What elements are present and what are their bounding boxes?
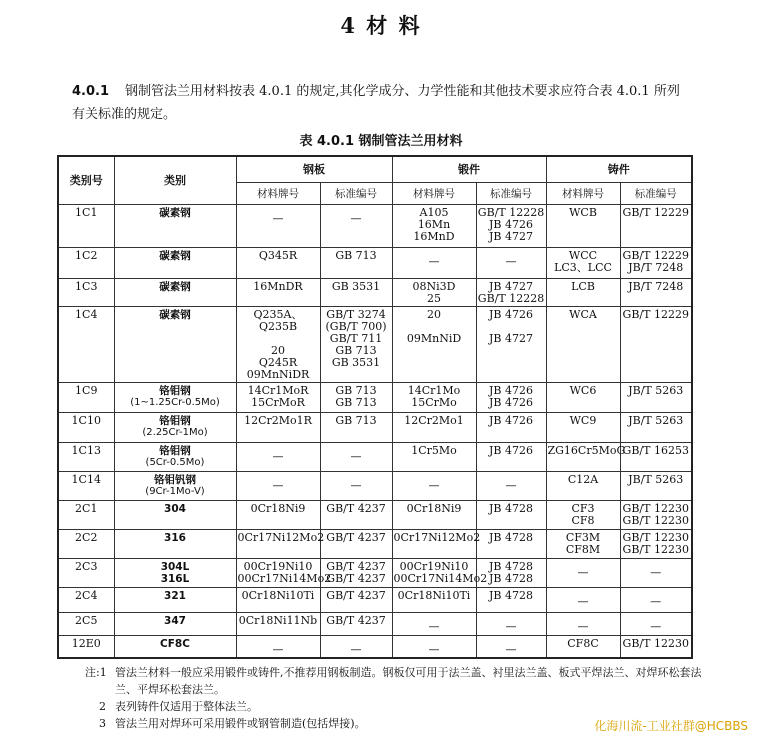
forging-standard-cell	[476, 204, 546, 247]
table-row	[58, 529, 692, 558]
plate-standard-cell	[320, 471, 392, 500]
plate-standard-cell-text: GB/T 4237	[326, 501, 386, 515]
group-no-cell	[58, 529, 114, 558]
casting-grade-cell-text: C12A	[567, 472, 599, 486]
category-subtitle: (9Cr-1Mo-V)	[145, 485, 205, 497]
table-body	[58, 204, 692, 658]
forging-grade-cell-text: 12Cr2Mo1	[404, 413, 464, 427]
plate-standard-cell	[320, 500, 392, 529]
forging-standard-cell	[476, 442, 546, 471]
table-row	[58, 500, 692, 529]
group-no-cell	[58, 612, 114, 635]
plate-grade-cell-text: 0Cr18Ni11Nb	[238, 613, 318, 627]
casting-grade-cell-text: ZG16Cr5MoG	[547, 443, 626, 457]
forging-grade-cell	[392, 382, 476, 412]
category-cell-text: CF8C	[160, 637, 190, 650]
forging-grade-cell-text: 20 09MnNiD	[406, 307, 462, 345]
plate-grade-cell-text: —	[272, 211, 284, 225]
casting-grade-cell	[546, 635, 620, 658]
casting-standard-cell	[620, 612, 692, 635]
group-no-cell	[58, 500, 114, 529]
forging-grade-cell-text: 00Cr19Ni10 00Cr17Ni14Mo2	[393, 559, 488, 585]
plate-grade-cell-text: 0Cr17Ni12Mo2	[237, 530, 325, 544]
casting-standard-cell-text: GB/T 12230 GB/T 12230	[622, 501, 689, 527]
group-no-cell	[58, 587, 114, 612]
category-cell-text: 304L 316L	[160, 560, 190, 585]
table-row	[58, 612, 692, 635]
forging-standard-cell-text: JB 4728	[489, 588, 533, 602]
forging-grade-cell	[392, 442, 476, 471]
forging-grade-cell	[392, 204, 476, 247]
plate-standard-cell	[320, 612, 392, 635]
casting-grade-cell	[546, 278, 620, 306]
category-cell-text: 碳素钢	[159, 249, 191, 262]
casting-standard-cell-text: GB/T 12229	[622, 205, 689, 219]
plate-standard-cell-text: —	[350, 478, 362, 492]
forging-standard-cell-text: JB 4728	[489, 501, 533, 515]
forging-grade-cell	[392, 612, 476, 635]
plate-grade-cell	[236, 635, 320, 658]
casting-grade-cell	[546, 612, 620, 635]
plate-standard-cell	[320, 412, 392, 442]
category-cell-text: 347	[164, 614, 186, 627]
forging-standard-cell-text: JB 4726 JB 4726	[489, 383, 533, 409]
forging-grade-cell-text: —	[428, 642, 440, 656]
casting-standard-cell-text: GB/T 12230 GB/T 12230	[622, 530, 689, 556]
plate-standard-cell	[320, 635, 392, 658]
forging-grade-cell	[392, 500, 476, 529]
forging-standard-cell	[476, 412, 546, 442]
casting-standard-cell	[620, 278, 692, 306]
plate-grade-cell	[236, 612, 320, 635]
casting-standard-cell	[620, 412, 692, 442]
casting-grade-cell	[546, 442, 626, 471]
category-cell	[114, 412, 236, 442]
plate-grade-cell	[236, 442, 320, 471]
forging-grade-cell-text: 14Cr1Mo 15CrMo	[407, 383, 461, 409]
header-group-no: 类别号	[58, 156, 114, 204]
forging-grade-cell-text: 08Ni3D 25	[412, 279, 456, 305]
plate-standard-cell	[320, 306, 392, 382]
plate-standard-cell-text: GB/T 4237	[326, 613, 386, 627]
note-item	[85, 698, 705, 715]
group-no-cell-text: 2C1	[75, 501, 98, 515]
casting-standard-cell-text: —	[650, 619, 662, 633]
note-number: 2	[99, 700, 106, 713]
category-cell-text: 碳素钢	[159, 206, 191, 219]
plate-standard-cell-text: —	[350, 211, 362, 225]
casting-grade-cell	[546, 558, 620, 587]
forging-standard-cell-text: JB 4726	[489, 443, 533, 457]
forging-standard-cell	[476, 587, 546, 612]
casting-grade-cell-text: —	[577, 619, 589, 633]
group-no-cell-text: 1C2	[75, 248, 98, 262]
plate-grade-cell-text: —	[272, 478, 284, 492]
group-no-cell-text: 2C2	[75, 530, 98, 544]
casting-standard-cell	[620, 635, 692, 658]
note-label: 注:1	[85, 666, 107, 679]
plate-grade-cell-text: 00Cr19Ni10 00Cr17Ni14Mo2	[237, 559, 332, 585]
table-row	[58, 247, 692, 278]
casting-standard-cell	[620, 558, 692, 587]
plate-standard-cell-text: GB 713	[335, 413, 377, 427]
category-cell	[114, 558, 236, 587]
casting-standard-cell-text: —	[650, 594, 662, 608]
plate-standard-cell-text: GB 713	[335, 248, 377, 262]
forging-grade-cell-text: A105 16Mn 16MnD	[413, 205, 455, 243]
casting-standard-cell	[620, 382, 692, 412]
category-cell-text: 铬钼钢	[159, 444, 191, 457]
plate-grade-cell-text: 14Cr1MoR 15CrMoR	[247, 383, 309, 409]
casting-standard-cell	[620, 204, 692, 247]
group-no-cell	[58, 471, 114, 500]
category-cell-text: 碳素钢	[159, 280, 191, 293]
table-row	[58, 635, 692, 658]
materials-table	[57, 155, 693, 659]
casting-standard-cell-text: JB/T 5263	[628, 472, 684, 486]
plate-grade-cell	[236, 471, 320, 500]
casting-standard-cell-text: JB/T 5263	[628, 413, 684, 427]
casting-grade-cell	[546, 471, 620, 500]
clause-number: 4.0.1	[72, 84, 110, 99]
table-row	[58, 558, 692, 587]
plate-standard-cell	[320, 529, 392, 558]
header-casting-grade: 材料牌号	[546, 182, 620, 204]
forging-standard-cell-text: GB/T 12228 JB 4726 JB 4727	[477, 205, 545, 243]
casting-grade-cell-text: WCA	[569, 307, 597, 321]
group-no-cell-text: 1C1	[75, 205, 98, 219]
watermark: 化海川流-工业社群@HCBBS	[594, 719, 748, 733]
plate-grade-cell	[236, 204, 320, 247]
plate-grade-cell-text: 0Cr18Ni9	[250, 501, 306, 515]
plate-standard-cell-text: GB/T 4237	[326, 530, 386, 544]
plate-grade-cell	[236, 412, 320, 442]
forging-standard-cell	[476, 278, 546, 306]
group-no-cell	[58, 278, 114, 306]
casting-grade-cell-text: CF3 CF8	[571, 501, 595, 527]
plate-grade-cell	[236, 529, 325, 558]
table-row	[58, 412, 692, 442]
casting-grade-cell	[546, 529, 620, 558]
casting-grade-cell	[546, 587, 620, 612]
category-subtitle: (5Cr-0.5Mo)	[145, 456, 205, 468]
forging-standard-cell	[476, 306, 546, 382]
casting-grade-cell-text: WCB	[569, 205, 597, 219]
group-no-cell-text: 1C10	[71, 413, 101, 427]
category-cell-text: 铬钼钒钢	[154, 473, 196, 486]
table-row	[58, 471, 692, 500]
forging-grade-cell	[392, 412, 476, 442]
forging-standard-cell-text: JB 4727 GB/T 12228	[477, 279, 545, 305]
forging-grade-cell	[392, 635, 476, 658]
category-cell	[114, 204, 236, 247]
note-text: 表列铸件仅适用于整体法兰。	[115, 700, 258, 713]
forging-grade-cell-text: 0Cr18Ni10Ti	[397, 588, 471, 602]
header-forging-grade: 材料牌号	[392, 182, 476, 204]
table-row	[58, 442, 692, 471]
casting-standard-cell-text: GB/T 16253	[622, 443, 689, 457]
plate-standard-cell-text: —	[350, 642, 362, 656]
forging-grade-cell	[392, 529, 481, 558]
plate-grade-cell-text: —	[272, 449, 284, 463]
plate-grade-cell-text: Q345R	[258, 248, 298, 262]
plate-standard-cell	[320, 442, 392, 471]
category-cell	[114, 442, 236, 471]
header-casting-standard: 标准编号	[620, 182, 692, 204]
group-no-cell-text: 12E0	[71, 636, 101, 650]
forging-grade-cell-text: 1Cr5Mo	[411, 443, 457, 457]
category-cell-text: 316	[164, 531, 186, 544]
casting-standard-cell-text: —	[650, 565, 662, 579]
plate-standard-cell	[320, 278, 392, 306]
casting-grade-cell-text: CF3M CF8M	[565, 530, 601, 556]
forging-standard-cell	[476, 471, 546, 500]
note-item	[85, 664, 705, 698]
plate-standard-cell-text: GB 3531	[331, 279, 381, 293]
forging-grade-cell	[392, 587, 476, 612]
group-no-cell	[58, 204, 114, 247]
group-no-cell-text: 1C13	[71, 443, 101, 457]
casting-grade-cell-text: WC6	[569, 383, 597, 397]
plate-standard-cell	[320, 558, 392, 587]
plate-grade-cell	[236, 278, 320, 306]
note-number: 3	[99, 717, 106, 730]
casting-grade-cell	[546, 306, 620, 382]
plate-standard-cell-text: GB 713 GB 713	[335, 383, 377, 409]
table-row	[58, 204, 692, 247]
group-no-cell-text: 1C14	[71, 472, 101, 486]
plate-standard-cell-text: GB/T 4237 GB/T 4237	[326, 559, 386, 585]
category-cell	[114, 612, 236, 635]
forging-grade-cell	[392, 306, 476, 382]
casting-standard-cell	[620, 471, 692, 500]
group-no-cell-text: 2C4	[75, 588, 98, 602]
casting-standard-cell	[620, 306, 692, 382]
table-row	[58, 306, 692, 382]
casting-grade-cell	[546, 500, 620, 529]
plate-grade-cell	[236, 382, 320, 412]
casting-standard-cell	[620, 247, 692, 278]
category-cell	[114, 306, 236, 382]
forging-grade-cell	[392, 278, 476, 306]
category-cell	[114, 278, 236, 306]
plate-grade-cell	[236, 500, 320, 529]
forging-grade-cell-text: —	[428, 254, 440, 268]
category-cell-text: 304	[164, 502, 186, 515]
casting-grade-cell-text: CF8C	[567, 636, 599, 650]
forging-grade-cell-text: —	[428, 619, 440, 633]
forging-grade-cell	[392, 471, 476, 500]
casting-standard-cell-text: JB/T 5263	[628, 383, 684, 397]
header-forging-standard: 标准编号	[476, 182, 546, 204]
category-cell-text: 铬钼钢	[159, 384, 191, 397]
category-cell	[114, 529, 236, 558]
group-no-cell-text: 1C9	[75, 383, 98, 397]
group-no-cell	[58, 247, 114, 278]
casting-grade-cell	[546, 412, 620, 442]
forging-standard-cell	[476, 635, 546, 658]
category-subtitle: (1~1.25Cr-0.5Mo)	[130, 396, 220, 408]
forging-standard-cell-text: JB 4728 JB 4728	[489, 559, 533, 585]
category-cell-text: 铬钼钢	[159, 414, 191, 427]
forging-standard-cell-text: JB 4726 JB 4727	[489, 307, 533, 345]
category-cell	[114, 247, 236, 278]
header-category: 类别	[114, 156, 236, 204]
forging-grade-cell-text: 0Cr17Ni12Mo2	[393, 530, 481, 544]
category-cell	[114, 587, 236, 612]
group-no-cell	[58, 306, 114, 382]
forging-standard-cell	[476, 247, 546, 278]
plate-grade-cell-text: —	[272, 642, 284, 656]
table-row	[58, 278, 692, 306]
group-no-cell-text: 2C5	[75, 613, 98, 627]
casting-grade-cell-text: WCC LC3、LCC	[554, 248, 612, 274]
plate-standard-cell	[320, 382, 392, 412]
casting-grade-cell-text: —	[577, 594, 589, 608]
plate-grade-cell	[236, 247, 320, 278]
table-caption: 表 4.0.1 钢制管法兰用材料	[299, 134, 463, 149]
plate-grade-cell	[236, 558, 332, 587]
plate-grade-cell-text: 0Cr18Ni10Ti	[241, 588, 315, 602]
group-no-cell	[58, 558, 114, 587]
casting-standard-cell-text: GB/T 12229 JB/T 7248	[622, 248, 689, 274]
plate-standard-cell	[320, 204, 392, 247]
group-no-cell	[58, 442, 114, 471]
category-cell-text: 碳素钢	[159, 308, 191, 321]
plate-standard-cell-text: —	[350, 449, 362, 463]
casting-grade-cell-text: WC9	[569, 413, 597, 427]
forging-standard-cell-text: JB 4726	[489, 413, 533, 427]
forging-standard-cell-text: —	[505, 254, 517, 268]
forging-standard-cell-text: JB 4728	[489, 530, 533, 544]
group-no-cell-text: 1C4	[75, 307, 98, 321]
casting-grade-cell-text: —	[577, 565, 589, 579]
casting-grade-cell	[546, 247, 620, 278]
forging-standard-cell	[476, 382, 546, 412]
group-no-cell	[58, 412, 114, 442]
group-no-cell	[58, 382, 114, 412]
category-cell	[114, 382, 236, 412]
casting-standard-cell	[620, 587, 692, 612]
forging-standard-cell	[476, 529, 546, 558]
forging-grade-cell	[392, 558, 488, 587]
plate-grade-cell	[236, 587, 320, 612]
casting-grade-cell-text: LCB	[571, 279, 595, 293]
note-text: 管法兰材料一般应采用锻件或铸件,不推荐用钢板制造。钢板仅可用于法兰盖、衬里法兰盖、板式平焊法兰、对焊环松套法兰、平焊环松套法兰。	[115, 666, 702, 696]
forging-standard-cell	[476, 500, 546, 529]
forging-grade-cell	[392, 247, 476, 278]
group-no-cell	[58, 635, 114, 658]
casting-standard-cell	[620, 442, 692, 471]
header-casting: 铸件	[546, 156, 692, 182]
forging-standard-cell	[476, 612, 546, 635]
header-plate-standard: 标准编号	[320, 182, 392, 204]
note-text: 管法兰用对焊环可采用锻件或钢管制造(包括焊接)。	[115, 717, 366, 730]
header-plate-grade: 材料牌号	[236, 182, 320, 204]
clause-4-0-1	[72, 80, 692, 126]
group-no-cell-text: 2C3	[75, 559, 98, 573]
table-row	[58, 587, 692, 612]
plate-standard-cell-text: GB/T 4237	[326, 588, 386, 602]
table-row	[58, 382, 692, 412]
plate-standard-cell-text: GB/T 3274 (GB/T 700) GB/T 711 GB 713 GB 3531	[325, 307, 387, 369]
plate-grade-cell-text: Q235A、Q235B 20 Q245R 09MnNiDR	[246, 307, 310, 381]
plate-standard-cell	[320, 247, 392, 278]
category-cell	[114, 635, 236, 658]
clause-text: 钢制管法兰用材料按表 4.0.1 的规定,其化学成分、力学性能和其他技术要求应符合表 4.0.1 所列有关标准的规定。	[72, 84, 680, 122]
plate-grade-cell	[236, 306, 320, 382]
casting-standard-cell-text: JB/T 7248	[628, 279, 684, 293]
plate-standard-cell	[320, 587, 392, 612]
plate-grade-cell-text: 16MnDR	[253, 279, 303, 293]
casting-standard-cell	[620, 500, 692, 529]
casting-standard-cell	[620, 529, 692, 558]
group-no-cell-text: 1C3	[75, 279, 98, 293]
casting-standard-cell-text: GB/T 12229	[622, 307, 689, 321]
plate-grade-cell-text: 12Cr2Mo1R	[244, 413, 312, 427]
forging-standard-cell-text: —	[505, 642, 517, 656]
category-cell	[114, 500, 236, 529]
casting-standard-cell-text: GB/T 12230	[622, 636, 689, 650]
header-plate: 钢板	[236, 156, 392, 182]
casting-grade-cell	[546, 204, 620, 247]
category-cell	[114, 471, 236, 500]
chapter-title: 4 材 料	[340, 13, 422, 38]
forging-standard-cell-text: —	[505, 619, 517, 633]
casting-grade-cell	[546, 382, 620, 412]
category-subtitle: (2.25Cr-1Mo)	[142, 426, 208, 438]
category-cell-text: 321	[164, 589, 186, 602]
forging-grade-cell-text: 0Cr18Ni9	[406, 501, 462, 515]
header-forging: 锻件	[392, 156, 546, 182]
forging-standard-cell-text: —	[505, 478, 517, 492]
forging-grade-cell-text: —	[428, 478, 440, 492]
